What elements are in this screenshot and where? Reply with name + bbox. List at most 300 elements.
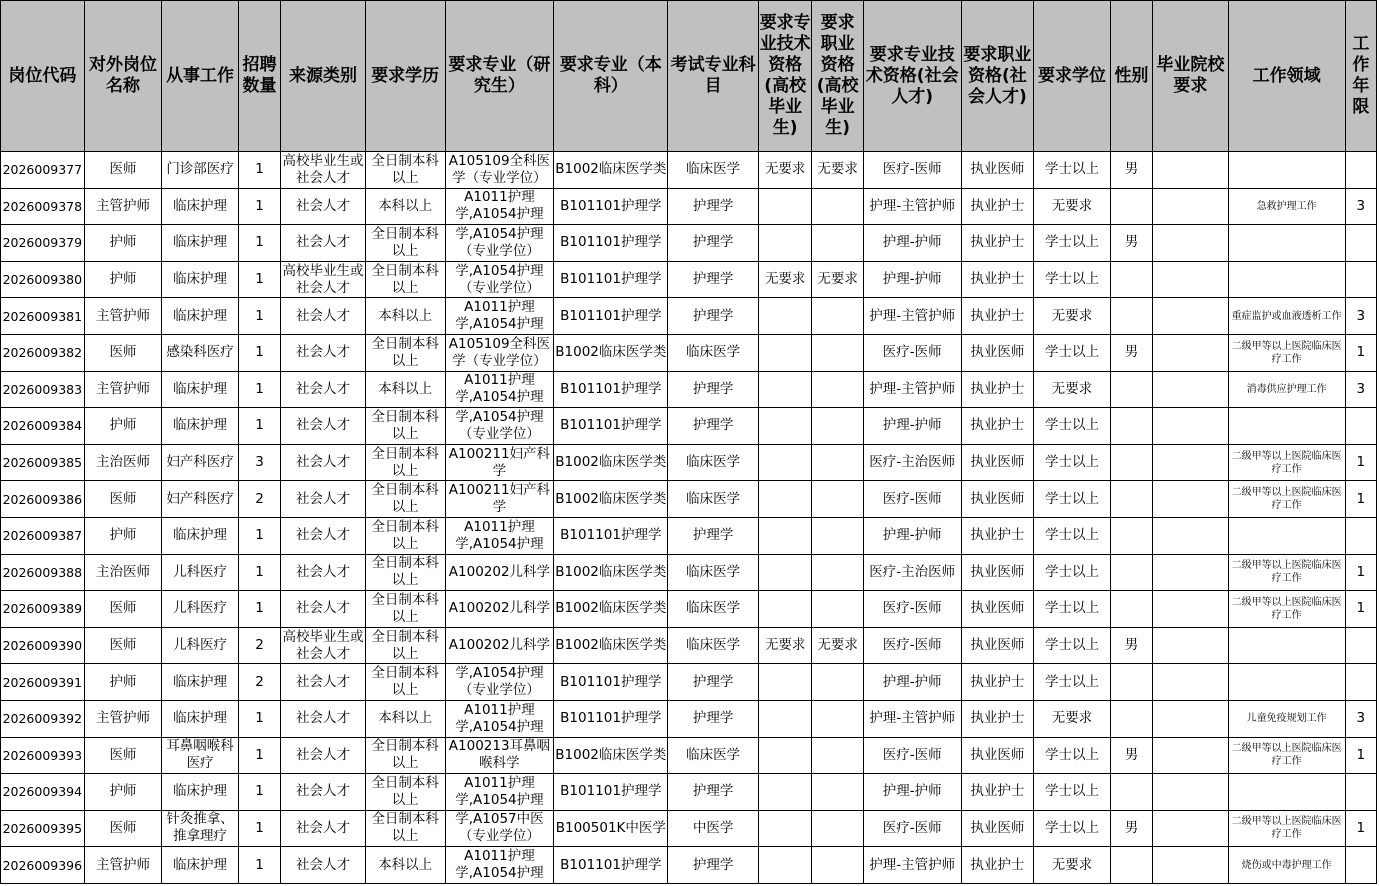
- table-cell: [812, 298, 863, 335]
- cell-text: 临床护理: [173, 417, 228, 434]
- cell-text: 男: [1124, 161, 1139, 178]
- cell-text: 全日制本科以上: [371, 518, 439, 552]
- table-cell: [238, 700, 280, 737]
- table-cell: [554, 152, 668, 189]
- table-cell: [758, 627, 811, 664]
- cell-text: 2: [255, 490, 264, 507]
- table-cell: [238, 371, 280, 408]
- table-cell: [758, 225, 811, 262]
- cell-text: 1: [1356, 454, 1366, 471]
- cell-text: 护理学: [692, 234, 734, 251]
- table-cell: [1034, 188, 1111, 225]
- column-header: 要求职业资格(高校毕业生): [812, 1, 863, 152]
- table-cell: [668, 371, 759, 408]
- table-cell: [365, 810, 445, 847]
- cell-text: 1: [1356, 490, 1366, 507]
- cell-text: 医师: [109, 819, 137, 836]
- table-cell: [281, 444, 366, 481]
- table-cell: [1034, 810, 1111, 847]
- cell-text: 学士以上: [1044, 563, 1099, 580]
- table-cell: [238, 554, 280, 591]
- table-cell: [281, 517, 366, 554]
- cell-text: 2026009388: [2, 564, 83, 580]
- table-cell: [668, 261, 759, 298]
- table-cell: [863, 774, 961, 811]
- cell-text: 儿童免疫规划工作: [1246, 713, 1327, 725]
- table-cell: [162, 152, 239, 189]
- cell-text: 儿科医疗: [173, 563, 228, 580]
- table-cell: [365, 627, 445, 664]
- table-cell: [84, 481, 162, 518]
- cell-text: 2026009390: [2, 638, 83, 654]
- table-cell: [238, 517, 280, 554]
- table-cell: [1153, 298, 1229, 335]
- cell-text: 学士以上: [1044, 271, 1099, 288]
- table-cell: [445, 847, 554, 884]
- table-cell: [1153, 152, 1229, 189]
- table-cell: [758, 554, 811, 591]
- column-header: 考试专业科目: [668, 1, 759, 152]
- cell-text: 全日制本科以上: [371, 445, 439, 479]
- cell-text: B101101护理学: [560, 417, 662, 434]
- table-cell: [1, 334, 85, 371]
- cell-text: A1011护理学,A1054护理: [455, 518, 544, 552]
- cell-text: 临床护理: [173, 783, 228, 800]
- table-cell: [961, 225, 1034, 262]
- cell-text: 2026009393: [2, 747, 83, 763]
- cell-text: B100501K中医学: [555, 819, 666, 836]
- cell-text: B101101护理学: [560, 271, 662, 288]
- table-cell: [162, 810, 239, 847]
- cell-text: 2026009378: [2, 198, 83, 214]
- table-row: [1, 444, 1377, 481]
- table-cell: [1110, 664, 1152, 701]
- table-cell: [84, 188, 162, 225]
- cell-text: 医师: [109, 490, 137, 507]
- cell-text: B1002临床医学类: [555, 600, 667, 617]
- table-cell: [961, 517, 1034, 554]
- table-cell: [863, 152, 961, 189]
- cell-text: 临床护理: [173, 710, 228, 727]
- table-row: [1, 591, 1377, 628]
- table-cell: [445, 591, 554, 628]
- table-cell: [812, 847, 863, 884]
- cell-text: 2026009387: [2, 528, 83, 544]
- cell-text: 主管护师: [95, 307, 150, 324]
- column-header: 来源类别: [281, 1, 366, 152]
- table-cell: [162, 298, 239, 335]
- cell-text: 护师: [109, 234, 137, 251]
- table-cell: [162, 334, 239, 371]
- cell-text: B101101护理学: [560, 234, 662, 251]
- cell-text: 无要求: [764, 271, 806, 288]
- cell-text: 医疗-医师: [882, 490, 942, 507]
- cell-text: B101101护理学: [560, 527, 662, 544]
- cell-text: 医师: [109, 637, 137, 654]
- cell-text: 2: [255, 673, 264, 690]
- cell-text: 临床医学: [686, 563, 741, 580]
- table-row: [1, 298, 1377, 335]
- cell-text: 执业护士: [970, 673, 1025, 690]
- cell-text: 学,A1054护理（专业学位）: [455, 408, 544, 442]
- cell-text: 执业护士: [970, 710, 1025, 727]
- table-cell: [1110, 225, 1152, 262]
- column-header: 要求专业（研究生）: [445, 1, 554, 152]
- cell-text: 全日制本科以上: [371, 408, 439, 442]
- cell-text: 高校毕业生或社会人才: [282, 262, 364, 296]
- table-cell: [84, 408, 162, 445]
- table-cell: [668, 334, 759, 371]
- cell-text: 执业医师: [970, 161, 1025, 178]
- table-cell: [668, 481, 759, 518]
- table-row: [1, 152, 1377, 189]
- cell-text: 护师: [109, 417, 137, 434]
- cell-text: 执业护士: [970, 417, 1025, 434]
- cell-text: 护理-护师: [882, 783, 942, 800]
- table-cell: [1228, 554, 1345, 591]
- table-cell: [162, 408, 239, 445]
- cell-text: 护理学: [692, 197, 734, 214]
- table-cell: [554, 627, 668, 664]
- table-cell: [281, 774, 366, 811]
- table-cell: [1345, 152, 1376, 189]
- table-cell: [961, 444, 1034, 481]
- cell-text: 执业医师: [970, 490, 1025, 507]
- table-cell: [84, 444, 162, 481]
- cell-text: 无要求: [817, 161, 858, 178]
- cell-text: 社会人才: [296, 380, 351, 397]
- table-cell: [1345, 371, 1376, 408]
- cell-text: B101101护理学: [560, 856, 662, 873]
- table-cell: [1034, 261, 1111, 298]
- table-cell: [1228, 298, 1345, 335]
- column-header: 要求学位: [1034, 1, 1111, 152]
- cell-text: 2026009382: [2, 345, 83, 361]
- table-cell: [812, 371, 863, 408]
- cell-text: 执业护士: [970, 783, 1025, 800]
- table-cell: [1, 627, 85, 664]
- table-cell: [758, 737, 811, 774]
- table-cell: [365, 664, 445, 701]
- cell-text: 1: [255, 344, 264, 361]
- cell-text: A100211妇产科学: [448, 482, 551, 516]
- table-cell: [365, 591, 445, 628]
- table-row: [1, 554, 1377, 591]
- column-header: 岗位代码: [1, 1, 85, 152]
- table-cell: [281, 408, 366, 445]
- cell-text: 医疗-医师: [882, 161, 942, 178]
- table-cell: [1110, 810, 1152, 847]
- table-cell: [365, 700, 445, 737]
- table-cell: [238, 847, 280, 884]
- cell-text: 全日制本科以上: [371, 628, 439, 662]
- cell-text: A1011护理学,A1054护理: [455, 701, 544, 735]
- cell-text: 执业医师: [970, 563, 1025, 580]
- table-cell: [238, 444, 280, 481]
- table-cell: [281, 188, 366, 225]
- cell-text: 学士以上: [1044, 746, 1099, 763]
- table-cell: [961, 627, 1034, 664]
- table-cell: [554, 481, 668, 518]
- table-cell: [238, 152, 280, 189]
- table-cell: [1153, 261, 1229, 298]
- table-cell: [281, 298, 366, 335]
- table-cell: [1228, 627, 1345, 664]
- table-cell: [1153, 847, 1229, 884]
- table-cell: [554, 847, 668, 884]
- table-cell: [668, 152, 759, 189]
- cell-text: 临床医学: [686, 344, 741, 361]
- table-cell: [1345, 225, 1376, 262]
- table-cell: [668, 737, 759, 774]
- cell-text: 1: [255, 856, 264, 873]
- table-cell: [84, 225, 162, 262]
- cell-text: 1: [255, 527, 264, 544]
- cell-text: 护理学: [692, 856, 734, 873]
- cell-text: 二级甲等以上医院临床医疗工作: [1231, 487, 1342, 512]
- cell-text: 临床护理: [173, 527, 228, 544]
- table-cell: [554, 737, 668, 774]
- table-cell: [554, 225, 668, 262]
- table-cell: [554, 261, 668, 298]
- table-cell: [554, 591, 668, 628]
- table-cell: [1153, 737, 1229, 774]
- table-cell: [365, 554, 445, 591]
- cell-text: 护理-护师: [882, 271, 942, 288]
- cell-text: 烧伤或中毒护理工作: [1241, 859, 1332, 871]
- cell-text: 二级甲等以上医院临床医疗工作: [1231, 340, 1342, 365]
- table-cell: [1228, 261, 1345, 298]
- table-cell: [961, 810, 1034, 847]
- table-cell: [961, 847, 1034, 884]
- cell-text: A100202儿科学: [448, 600, 551, 617]
- table-cell: [84, 591, 162, 628]
- table-cell: [162, 591, 239, 628]
- cell-text: 社会人才: [296, 819, 351, 836]
- cell-text: 1: [255, 380, 264, 397]
- cell-text: 学士以上: [1044, 344, 1099, 361]
- table-cell: [1345, 554, 1376, 591]
- cell-text: 2026009385: [2, 455, 83, 471]
- table-row: [1, 700, 1377, 737]
- cell-text: 1: [255, 417, 264, 434]
- cell-text: 执业护士: [970, 527, 1025, 544]
- table-cell: [238, 481, 280, 518]
- cell-text: 1: [1356, 563, 1366, 580]
- table-cell: [1110, 444, 1152, 481]
- table-cell: [1153, 517, 1229, 554]
- cell-text: A100213耳鼻咽喉科学: [448, 738, 551, 772]
- cell-text: B1002临床医学类: [555, 637, 667, 654]
- cell-text: 执业医师: [970, 819, 1025, 836]
- cell-text: 1: [1356, 746, 1366, 763]
- cell-text: 儿科医疗: [173, 637, 228, 654]
- cell-text: 主管护师: [95, 197, 150, 214]
- cell-text: 护理学: [692, 380, 734, 397]
- table-cell: [1153, 408, 1229, 445]
- table-cell: [668, 517, 759, 554]
- table-cell: [668, 847, 759, 884]
- table-cell: [281, 810, 366, 847]
- cell-text: 无要求: [1051, 710, 1093, 727]
- table-cell: [1228, 152, 1345, 189]
- cell-text: 1: [1356, 344, 1366, 361]
- table-cell: [1034, 225, 1111, 262]
- table-cell: [1345, 700, 1376, 737]
- table-cell: [281, 700, 366, 737]
- cell-text: 全日制本科以上: [371, 482, 439, 516]
- cell-text: 2026009391: [2, 674, 83, 690]
- table-cell: [758, 664, 811, 701]
- table-cell: [812, 261, 863, 298]
- cell-text: 妇产科医疗: [166, 490, 234, 507]
- table-cell: [445, 408, 554, 445]
- table-cell: [961, 298, 1034, 335]
- table-cell: [1228, 737, 1345, 774]
- table-cell: [863, 810, 961, 847]
- cell-text: 学士以上: [1044, 819, 1099, 836]
- table-row: [1, 847, 1377, 884]
- cell-text: 1: [255, 234, 264, 251]
- table-cell: [1345, 481, 1376, 518]
- table-cell: [445, 444, 554, 481]
- table-cell: [365, 298, 445, 335]
- table-cell: [1345, 810, 1376, 847]
- cell-text: 1: [255, 600, 264, 617]
- column-header: 毕业院校要求: [1153, 1, 1229, 152]
- table-cell: [863, 298, 961, 335]
- table-cell: [961, 188, 1034, 225]
- cell-text: 2026009383: [2, 381, 83, 397]
- table-cell: [554, 298, 668, 335]
- table-cell: [1034, 627, 1111, 664]
- table-cell: [84, 700, 162, 737]
- cell-text: 护理-主管护师: [869, 307, 956, 324]
- cell-text: 临床医学: [686, 161, 741, 178]
- table-cell: [758, 444, 811, 481]
- table-cell: [162, 444, 239, 481]
- table-cell: [812, 700, 863, 737]
- table-cell: [162, 774, 239, 811]
- table-cell: [812, 810, 863, 847]
- table-cell: [1, 847, 85, 884]
- cell-text: 1: [255, 819, 264, 836]
- cell-text: 社会人才: [296, 856, 351, 873]
- table-cell: [863, 188, 961, 225]
- cell-text: 医疗-主治医师: [869, 563, 956, 580]
- table-cell: [238, 737, 280, 774]
- table-cell: [1110, 591, 1152, 628]
- cell-text: 执业医师: [970, 344, 1025, 361]
- table-row: [1, 517, 1377, 554]
- cell-text: 本科以上: [378, 856, 433, 873]
- table-cell: [1110, 261, 1152, 298]
- cell-text: 全日制本科以上: [371, 262, 439, 296]
- table-cell: [281, 847, 366, 884]
- cell-text: 临床医学: [686, 637, 741, 654]
- table-cell: [812, 225, 863, 262]
- cell-text: 门诊部医疗: [166, 161, 234, 178]
- table-cell: [758, 810, 811, 847]
- table-cell: [1, 371, 85, 408]
- table-cell: [162, 481, 239, 518]
- cell-text: B1002临床医学类: [555, 746, 667, 763]
- table-cell: [445, 810, 554, 847]
- table-cell: [1110, 700, 1152, 737]
- table-cell: [668, 591, 759, 628]
- column-header: 要求职业资格(社会人才): [961, 1, 1034, 152]
- cell-text: 3: [255, 454, 264, 471]
- cell-text: 主管护师: [95, 710, 150, 727]
- table-cell: [668, 664, 759, 701]
- cell-text: A1011护理学,A1054护理: [455, 774, 544, 808]
- table-cell: [812, 444, 863, 481]
- table-cell: [1034, 481, 1111, 518]
- table-cell: [281, 664, 366, 701]
- table-cell: [84, 627, 162, 664]
- table-cell: [863, 225, 961, 262]
- cell-text: 学士以上: [1044, 637, 1099, 654]
- cell-text: 学士以上: [1044, 783, 1099, 800]
- table-cell: [445, 517, 554, 554]
- table-cell: [1228, 591, 1345, 628]
- column-header: 工作年限: [1345, 1, 1376, 152]
- cell-text: B101101护理学: [560, 380, 662, 397]
- table-cell: [863, 847, 961, 884]
- table-cell: [758, 188, 811, 225]
- table-cell: [758, 371, 811, 408]
- table-cell: [961, 334, 1034, 371]
- cell-text: 社会人才: [296, 527, 351, 544]
- table-cell: [863, 444, 961, 481]
- cell-text: 学,A1057中医（专业学位）: [455, 811, 544, 845]
- cell-text: 主治医师: [95, 563, 150, 580]
- table-cell: [554, 371, 668, 408]
- table-cell: [1, 444, 85, 481]
- cell-text: 学,A1054护理（专业学位）: [455, 665, 544, 699]
- table-cell: [1, 188, 85, 225]
- table-cell: [554, 664, 668, 701]
- table-cell: [668, 810, 759, 847]
- cell-text: 学士以上: [1044, 417, 1099, 434]
- cell-text: 3: [1356, 307, 1366, 324]
- cell-text: A100202儿科学: [448, 563, 551, 580]
- cell-text: 医师: [109, 344, 137, 361]
- cell-text: 医疗-主治医师: [869, 454, 956, 471]
- table-cell: [445, 774, 554, 811]
- table-cell: [668, 408, 759, 445]
- table-cell: [281, 334, 366, 371]
- table-cell: [84, 371, 162, 408]
- cell-text: B101101护理学: [560, 197, 662, 214]
- cell-text: 1: [255, 783, 264, 800]
- column-header: 工作领域: [1228, 1, 1345, 152]
- cell-text: 护理学: [692, 783, 734, 800]
- table-cell: [84, 847, 162, 884]
- cell-text: 护理学: [692, 527, 734, 544]
- cell-text: A105109全科医学（专业学位）: [448, 335, 551, 369]
- cell-text: 学士以上: [1044, 673, 1099, 690]
- cell-text: 临床医学: [686, 746, 741, 763]
- cell-text: 重症监护或血液透析工作: [1231, 310, 1342, 322]
- cell-text: 儿科医疗: [173, 600, 228, 617]
- table-cell: [445, 700, 554, 737]
- table-cell: [445, 334, 554, 371]
- table-cell: [554, 810, 668, 847]
- table-cell: [758, 152, 811, 189]
- cell-text: 3: [1356, 710, 1366, 727]
- cell-text: 2026009379: [2, 235, 83, 251]
